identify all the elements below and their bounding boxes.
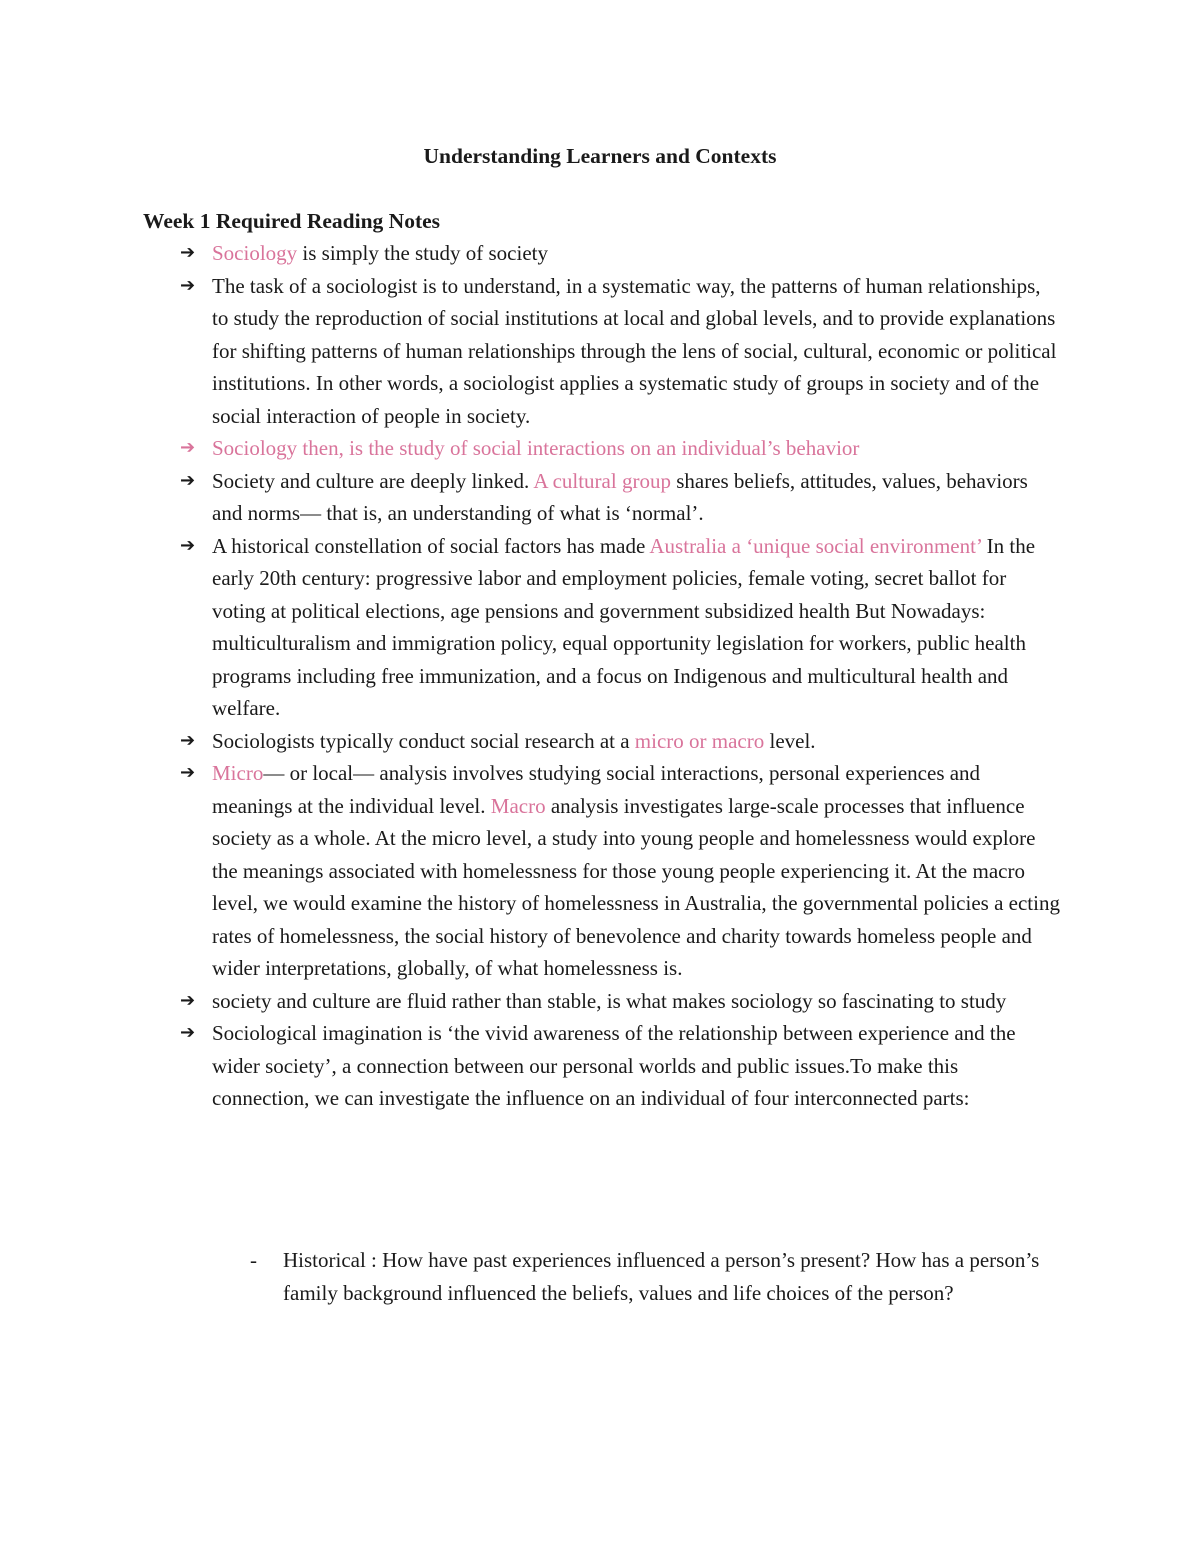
note-item	[0, 757, 1200, 985]
highlighted-term: A cultural group	[533, 468, 671, 493]
arrow-bullet-icon: ➔	[180, 1022, 196, 1043]
arrow-bullet-icon: ➔	[180, 469, 196, 491]
note-text: shares beliefs, attitudes, values, behaviors and norms— that is, an understanding of what is ‘normal’.	[212, 468, 1028, 525]
note-item	[0, 725, 1200, 758]
sub-item	[0, 1244, 1200, 1309]
note-text: society and culture are fluid rather than stable, is what makes sociology so fascinating to study	[212, 988, 1007, 1013]
arrow-bullet-icon: ➔	[180, 437, 196, 458]
highlighted-term: Sociology	[212, 241, 298, 265]
note-text: Sociologists typically conduct social research at a	[212, 728, 635, 753]
note-item	[0, 270, 1200, 433]
notes-list	[0, 237, 1200, 1115]
arrow-bullet-icon: ➔	[180, 274, 196, 296]
note-item	[0, 237, 1200, 270]
arrow-bullet-icon: ➔	[180, 729, 196, 751]
note-item	[0, 1017, 1200, 1115]
note-text: In the early 20th century: progressive labor and employment policies, female voting, secret ballot for voting at political elections, age pensions and government subsidized health But Nowadays: multiculturalism and immigration policy, equal opportunity legislation for workers, public health programs including free immunization, and a focus on Indigenous and multicultural health and welfare.	[212, 533, 1036, 720]
highlighted-term: micro or macro	[634, 728, 765, 753]
note-text: Society and culture are deeply linked.	[212, 468, 534, 493]
note-item	[0, 985, 1200, 1018]
note-text: level.	[764, 728, 816, 753]
sub-item-text: Historical : How have past experiences influenced a person’s present? How has a person’s family background influenced the beliefs, values and life choices of the person?	[283, 1248, 1040, 1305]
note-item	[0, 465, 1200, 530]
dash-bullet-icon: -	[250, 1248, 257, 1272]
sub-list	[0, 1244, 1200, 1309]
note-text: The task of a sociologist is to understand, in a systematic way, the patterns of human relationships, to study the reproduction of social institutions at local and global levels, and to provide explanations for shifting patterns of human relationships through the lens of social, cultural, economic or political institutions. In other words, a sociologist applies a systematic study of groups in society and of the social interaction of people in society.	[212, 273, 1057, 428]
highlighted-term: Macro	[490, 793, 546, 818]
highlighted-term: Australia a ‘unique social environment’	[649, 533, 982, 558]
note-item	[0, 530, 1200, 725]
note-text: analysis investigates large-scale processes that influence society as a whole. At the micro level, a study into young people and homelessness would explore the meanings associated with homelessness for those young people experiencing it. At the macro level, we would examine the history of homelessness in Australia, the governmental policies a ecting rates of homelessness, the social history of benevolence and charity towards homeless people and wider interpretations, globally, of what homelessness is.	[212, 793, 1060, 980]
highlighted-term: Micro	[212, 761, 264, 785]
note-text: Sociological imagination is ‘the vivid awareness of the relationship between experience and the wider society’, a connection between our personal worlds and public issues.To make this connection, we can investigate the influence on an individual of four interconnected parts:	[212, 1021, 1016, 1110]
arrow-bullet-icon: ➔	[180, 989, 196, 1011]
note-text: — or local— analysis involves studying social interactions, personal experiences and meanings at the individual level.	[212, 761, 981, 818]
note-text: A historical constellation of social factors has made	[212, 533, 650, 558]
highlighted-term: Sociology then, is the study of social interactions on an individual’s behavior	[212, 436, 860, 460]
arrow-bullet-icon: ➔	[180, 762, 196, 783]
note-item	[0, 432, 1200, 465]
arrow-bullet-icon: ➔	[180, 242, 196, 263]
arrow-bullet-icon: ➔	[180, 534, 196, 556]
note-text: is simply the study of society	[297, 241, 548, 265]
document-title: Understanding Learners and Contexts	[423, 144, 777, 168]
section-heading: Week 1 Required Reading Notes	[143, 209, 441, 233]
